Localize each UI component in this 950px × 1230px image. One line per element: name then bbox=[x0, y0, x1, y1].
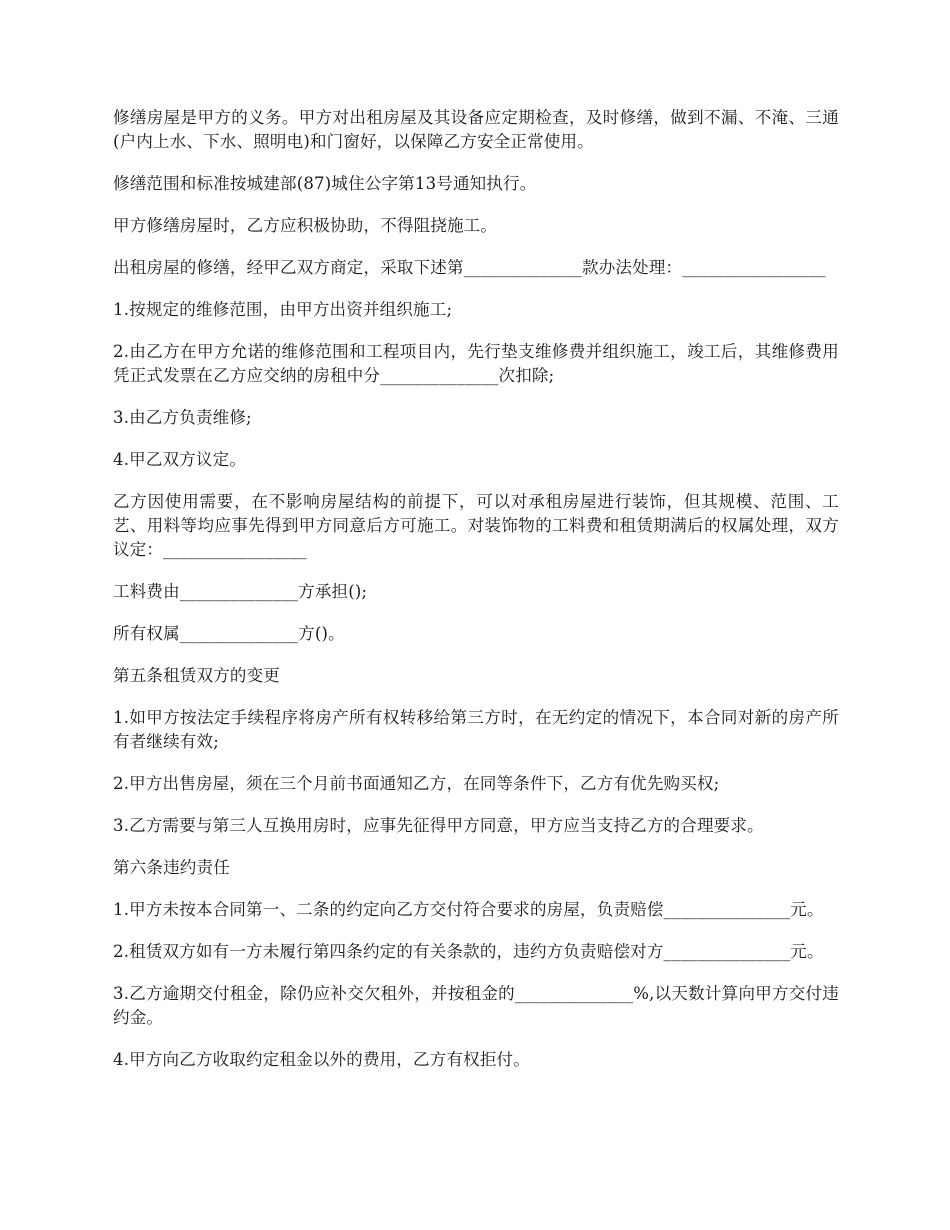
text: 元。 bbox=[790, 900, 824, 919]
paragraph-option-1 bbox=[113, 298, 839, 322]
text: 修缮房屋是甲方的义务。甲方对出租房屋及其设备应定期检查，及时修缮，做到不漏、不淹、三通(户内上水、下水、照明电)和门窗好，以保障乙方安全正常使用。 bbox=[113, 108, 839, 151]
paragraph-repair-duty bbox=[113, 106, 839, 154]
text: 2.租赁双方如有一方未履行第四条约定的有关条款的，违约方负责赔偿对方 bbox=[113, 942, 664, 961]
fill-blank: _______________ bbox=[663, 900, 791, 919]
paragraph-breach-3 bbox=[113, 982, 839, 1030]
paragraph-change-2 bbox=[113, 772, 839, 796]
fill-blank: ______________ bbox=[179, 624, 299, 643]
text: 所有权属 bbox=[113, 624, 180, 643]
fill-blank: ______________ bbox=[463, 258, 583, 277]
text: 元。 bbox=[790, 942, 824, 961]
paragraph-ownership bbox=[113, 622, 839, 646]
text: 第六条违约责任 bbox=[113, 858, 230, 877]
paragraph-breach-2 bbox=[113, 940, 839, 964]
text: 1.如甲方按法定手续程序将房产所有权转移给第三方时，在无约定的情况下，本合同对新的房产所有者继续有效; bbox=[113, 708, 839, 751]
paragraph-decoration bbox=[113, 490, 839, 562]
paragraph-material-cost bbox=[113, 580, 839, 604]
text: 款办法处理： bbox=[582, 258, 683, 277]
text: 4.甲方向乙方收取约定租金以外的费用，乙方有权拒付。 bbox=[113, 1050, 530, 1069]
text: 3.由乙方负责维修; bbox=[113, 408, 252, 427]
section-heading-article-6 bbox=[113, 856, 839, 880]
document-page bbox=[113, 106, 839, 1090]
paragraph-breach-4 bbox=[113, 1048, 839, 1072]
text: 2.由乙方在甲方允诺的维修范围和工程项目内，先行垫支维修费并组织施工，竣工后，其维修费用凭正式发票在乙方应交纳的房租中分 bbox=[113, 342, 839, 385]
paragraph-repair-method bbox=[113, 256, 839, 280]
section-heading-article-5 bbox=[113, 664, 839, 688]
text: 工料费由 bbox=[113, 582, 180, 601]
text: 3.乙方需要与第三人互换用房时，应事先征得甲方同意，甲方应当支持乙方的合理要求。 bbox=[113, 816, 764, 835]
text: 4.甲乙双方议定。 bbox=[113, 450, 247, 469]
fill-blank: _________________ bbox=[163, 540, 307, 559]
paragraph-change-1 bbox=[113, 706, 839, 754]
text: %,以天数计算向甲方交付违约金。 bbox=[113, 984, 839, 1027]
text: 甲方修缮房屋时，乙方应积极协助，不得阻挠施工。 bbox=[113, 216, 498, 235]
fill-blank: _______________ bbox=[663, 942, 791, 961]
text: 方()。 bbox=[298, 624, 345, 643]
text: 1.甲方未按本合同第一、二条的约定向乙方交付符合要求的房屋，负责赔偿 bbox=[113, 900, 664, 919]
paragraph-breach-1 bbox=[113, 898, 839, 922]
text: 修缮范围和标准按城建部(87)城住公字第13号通知执行。 bbox=[113, 174, 537, 193]
paragraph-cooperation bbox=[113, 214, 839, 238]
fill-blank: ______________ bbox=[380, 366, 499, 385]
text: 次扣除; bbox=[498, 366, 555, 385]
text: 第五条租赁双方的变更 bbox=[113, 666, 280, 685]
paragraph-change-3 bbox=[113, 814, 839, 838]
text: 3.乙方逾期交付租金，除仍应补交欠租外，并按租金的 bbox=[113, 984, 515, 1003]
text: 2.甲方出售房屋，须在三个月前书面通知乙方，在同等条件下，乙方有优先购买权; bbox=[113, 774, 720, 793]
text: 出租房屋的修缮，经甲乙双方商定，采取下述第 bbox=[113, 258, 464, 277]
paragraph-option-3 bbox=[113, 406, 839, 430]
paragraph-option-4 bbox=[113, 448, 839, 472]
text: 方承担(); bbox=[298, 582, 368, 601]
fill-blank: _________________ bbox=[682, 258, 826, 277]
fill-blank: ______________ bbox=[514, 984, 634, 1003]
text: 1.按规定的维修范围，由甲方出资并组织施工; bbox=[113, 300, 453, 319]
paragraph-option-2 bbox=[113, 340, 839, 388]
paragraph-repair-scope bbox=[113, 172, 839, 196]
text: 乙方因使用需要，在不影响房屋结构的前提下，可以对承租房屋进行装饰，但其规模、范围、工艺、用料等均应事先得到甲方同意后方可施工。对装饰物的工料费和租赁期满后的权属处理，双方议定： bbox=[113, 492, 839, 559]
fill-blank: ______________ bbox=[179, 582, 299, 601]
